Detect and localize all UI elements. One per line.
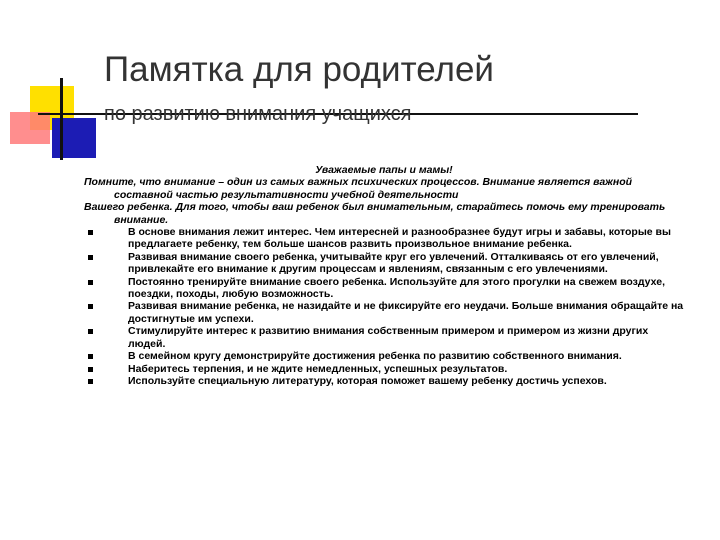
intro-paragraph: Вашего ребенка. Для того, чтобы ваш ребенок был внимательным, старайтесь помочь ему тренировать внимание.: [84, 201, 666, 226]
list-item: [84, 226, 684, 251]
list-item: [84, 276, 684, 301]
slide-subtitle: по развитию внимания учащихся: [104, 103, 412, 125]
square-bullet-icon: [88, 329, 93, 334]
decor-blue-square: [52, 118, 96, 158]
list-item: [84, 325, 684, 350]
list-item-text: Развивая внимание своего ребенка, учитывайте круг его увлечений. Отталкиваясь от его увлечений, привлекайте его внимание к другим процессам и явлениям, связанным с его увлечениями.: [128, 250, 659, 276]
square-bullet-icon: [88, 255, 93, 260]
list-item: [84, 375, 684, 387]
decor-red-square: [10, 112, 50, 144]
list-item-text: В семейном кругу демонстрируйте достижения ребенка по развитию собственного внимания.: [128, 350, 622, 363]
square-bullet-icon: [88, 354, 93, 359]
list-item: [84, 363, 684, 375]
list-item: [84, 300, 684, 325]
decor-vertical-line: [60, 78, 63, 160]
list-item-text: Стимулируйте интерес к развитию внимания собственным примером и примером из жизни других людей.: [128, 325, 649, 350]
list-item: [84, 350, 684, 362]
intro-paragraph: Помните, что внимание – один из самых важных психических процессов. Внимание является важной составной частью результативности учебной деятельности: [84, 176, 633, 201]
greeting: Уважаемые папы и мамы!: [315, 164, 453, 176]
list-item-text: Используйте специальную литературу, которая поможет вашему ребенку достичь успехов.: [128, 374, 607, 387]
square-bullet-icon: [88, 304, 93, 309]
list-item: [84, 251, 684, 276]
slide-title: Памятка для родителей: [104, 50, 494, 89]
list-item-text: Развивая внимание ребенка, не назидайте и не фиксируйте его неудачи. Больше внимания обращайте на достигнутые им успехи.: [128, 300, 684, 325]
list-item-text: Наберитесь терпения, и не ждите немедленных, успешных результатов.: [128, 362, 508, 375]
slide-body: [84, 164, 684, 387]
square-bullet-icon: [88, 230, 93, 235]
square-bullet-icon: [88, 379, 93, 384]
square-bullet-icon: [88, 280, 93, 285]
square-bullet-icon: [88, 367, 93, 372]
list-item-text: Постоянно тренируйте внимание своего ребенка. Используйте для этого прогулки на свежем воздухе, поездки, походы, любую возможность.: [128, 275, 665, 301]
advice-list: [84, 226, 684, 387]
list-item-text: В основе внимания лежит интерес. Чем интересней и разнообразнее будут игры и забавы, которые вы предлагаете ребенку, тем больше шансов развить произвольное внимание ребенка.: [128, 226, 671, 251]
